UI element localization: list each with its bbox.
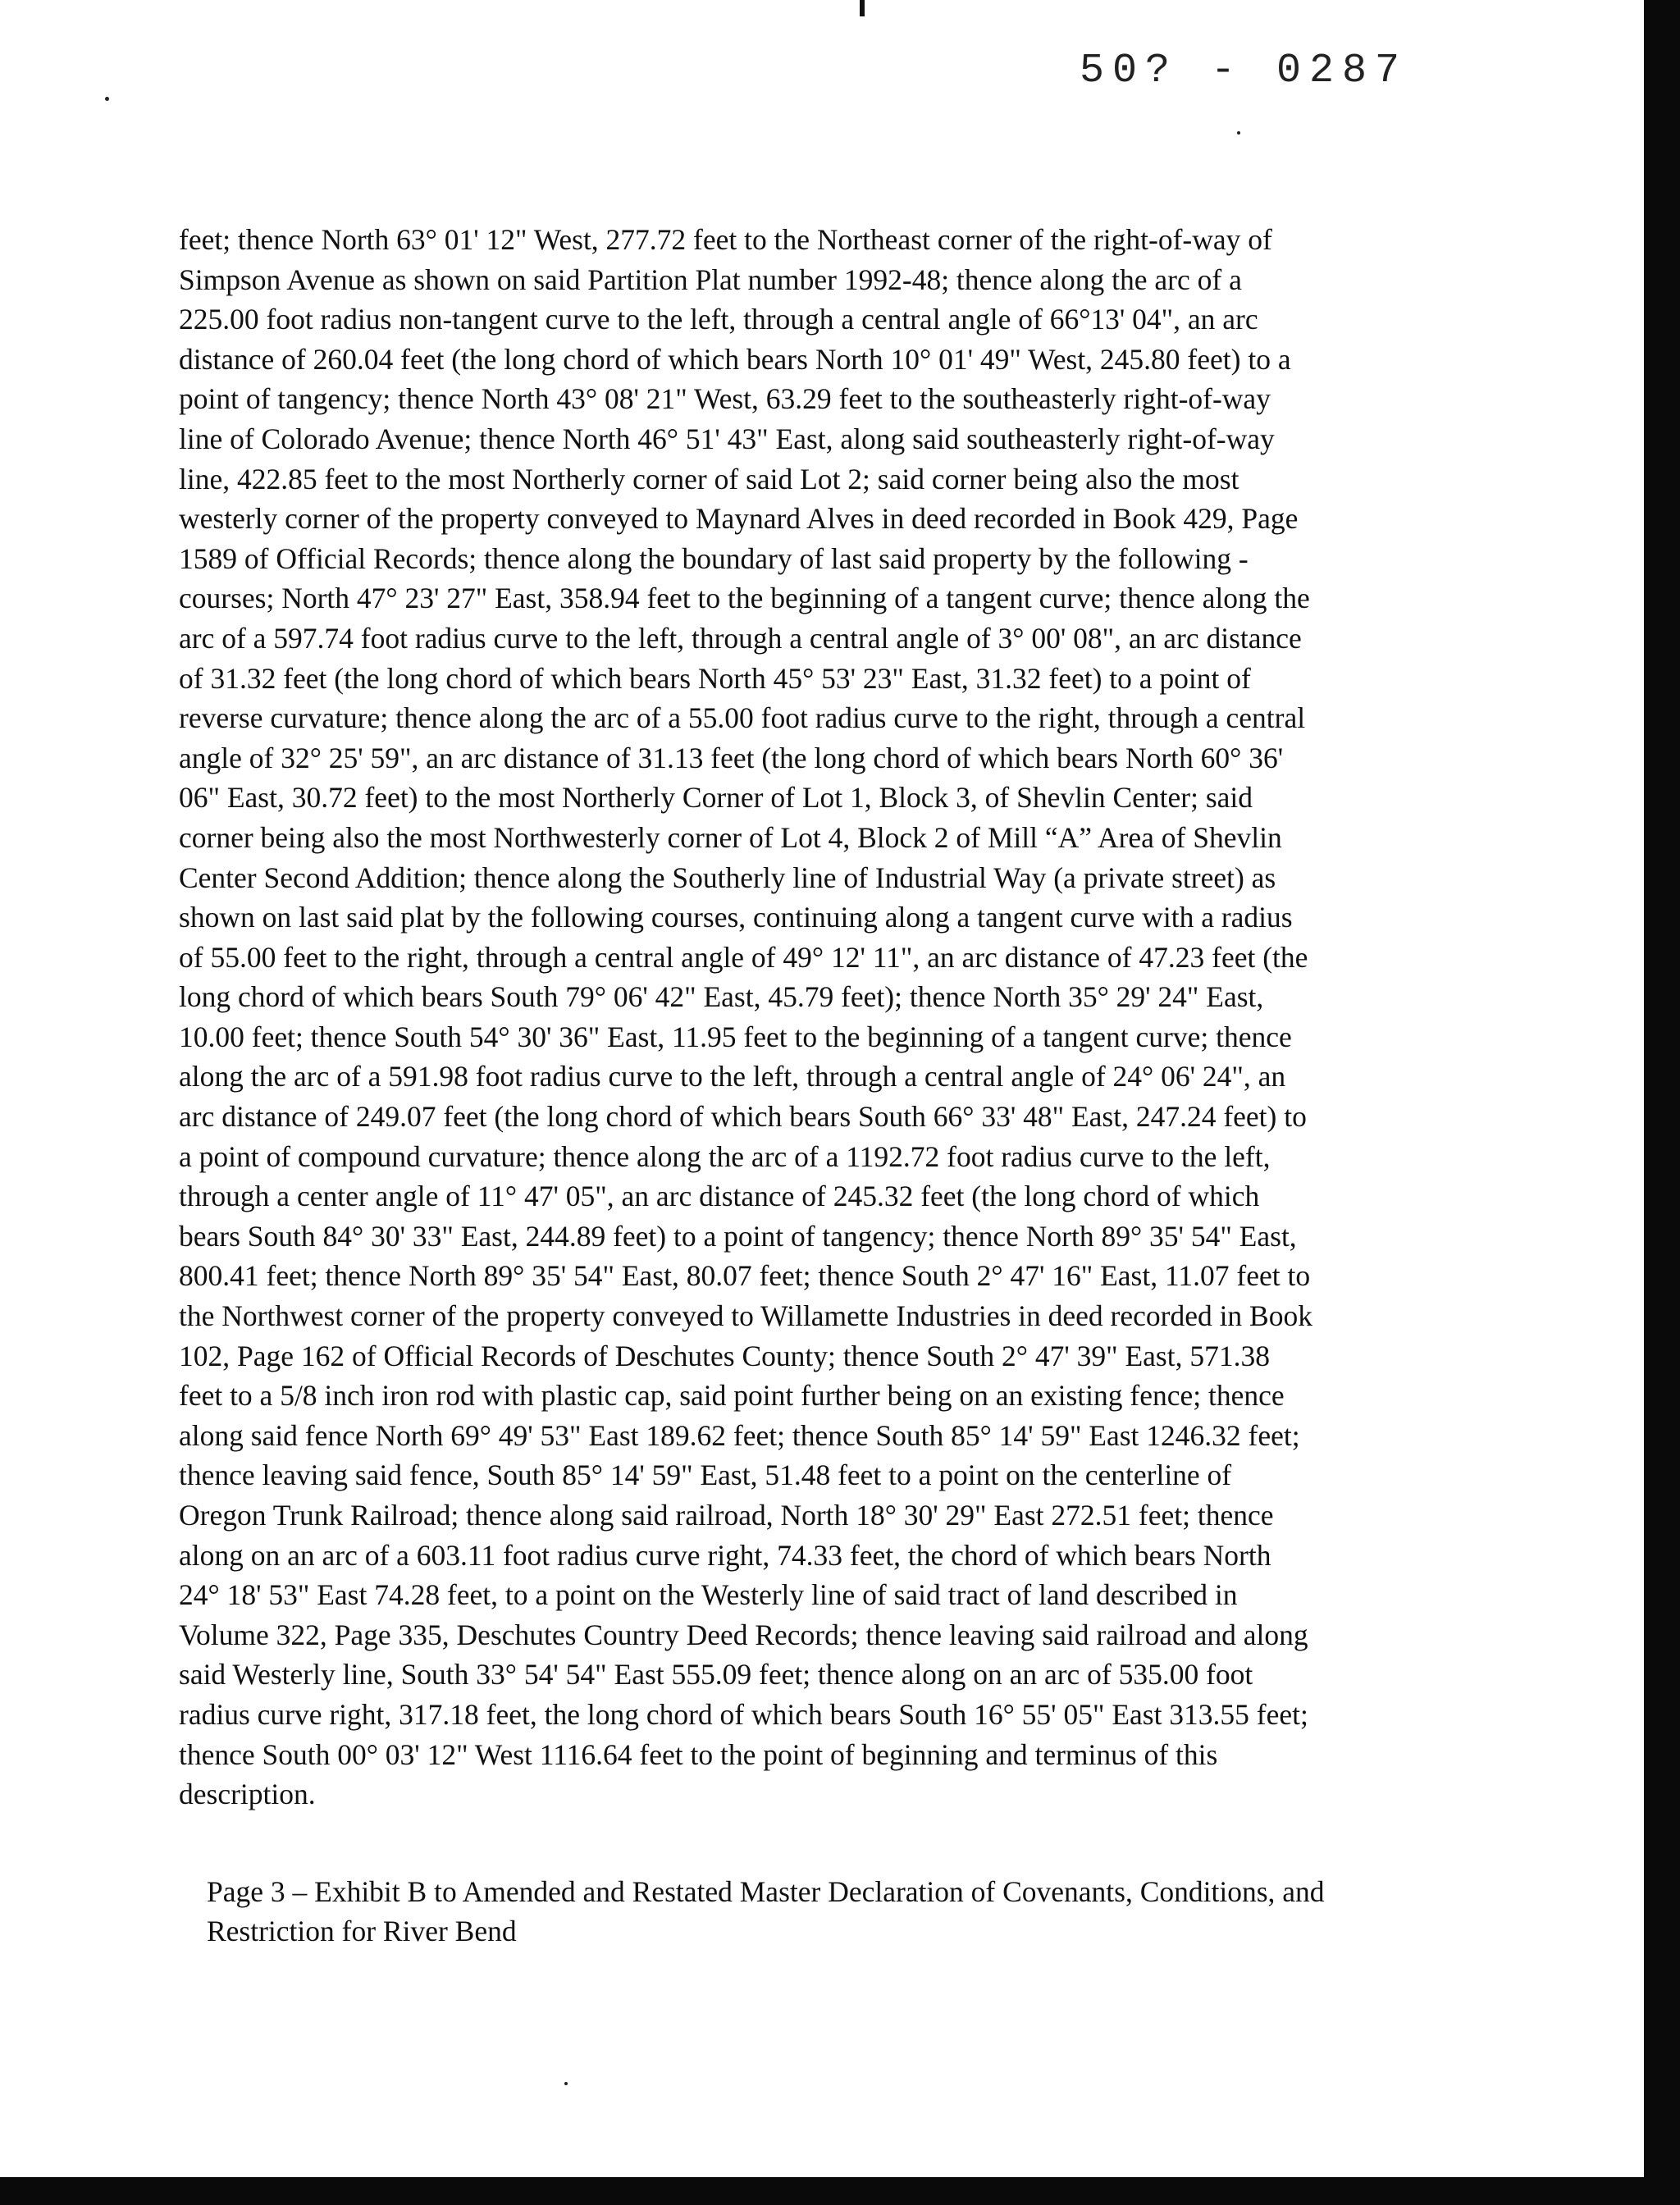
body-text-line: through a center angle of 11° 47' 05", an arc distance of 245.32 feet (the long chord of which <box>179 1180 1260 1213</box>
body-text-line: 1589 of Official Records; thence along the boundary of last said property by the following - <box>179 541 1249 575</box>
scan-border-bottom <box>0 2177 1680 2205</box>
body-text-line: a point of compound curvature; thence along the arc of a 1192.72 foot radius curve to the left, <box>179 1139 1271 1173</box>
body-text-line: long chord of which bears South 79° 06' 42" East, 45.79 feet); thence North 35° 29' 24" East, <box>179 980 1264 1014</box>
body-text-line: 800.41 feet; thence North 89° 35' 54" East, 80.07 feet; thence South 2° 47' 16" East, 11.07 feet to <box>179 1259 1311 1293</box>
body-text-line: 102, Page 162 of Official Records of Deschutes County; thence South 2° 47' 39" East, 571.38 <box>179 1339 1270 1372</box>
body-text-line: feet to a 5/8 inch iron rod with plastic cap, said point further being on an existing fence; thence <box>179 1379 1285 1413</box>
document-number: 50? - 0287 <box>1080 48 1408 94</box>
body-text-line: line of Colorado Avenue; thence North 46° 51' 43" East, along said southeasterly right-of-way <box>179 422 1275 455</box>
body-text-line: radius curve right, 317.18 feet, the long chord of which bears South 16° 55' 05" East 313.55 feet; <box>179 1697 1308 1731</box>
scan-speck <box>564 2082 568 2085</box>
body-text-line: distance of 260.04 feet (the long chord of which bears North 10° 01' 49" West, 245.80 feet) to a <box>179 342 1291 376</box>
body-text-line: Oregon Trunk Railroad; thence along said railroad, North 18° 30' 29" East 272.51 feet; thence <box>179 1499 1274 1532</box>
footer-caption-line: Restriction for River Bend <box>207 1915 517 1947</box>
body-text-line: Volume 322, Page 335, Deschutes Country Deed Records; thence leaving said railroad and along <box>179 1618 1308 1651</box>
body-text-line: of 55.00 feet to the right, through a central angle of 49° 12' 11", an arc distance of 47.23 feet (the <box>179 940 1308 974</box>
body-text-line: point of tangency; thence North 43° 08' 21" West, 63.29 feet to the southeasterly right-of-way <box>179 382 1271 416</box>
body-text-line: bears South 84° 30' 33" East, 244.89 feet) to a point of tangency; thence North 89° 35' 54" East, <box>179 1219 1297 1253</box>
scan-border-right <box>1644 0 1680 2205</box>
body-text-line: 24° 18' 53" East 74.28 feet, to a point on the Westerly line of said tract of land described in <box>179 1578 1238 1612</box>
body-text-line: 10.00 feet; thence South 54° 30' 36" East, 11.95 feet to the beginning of a tangent curve; thence <box>179 1020 1292 1053</box>
body-text-line: along on an arc of a 603.11 foot radius curve right, 74.33 feet, the chord of which bears North <box>179 1538 1271 1572</box>
body-text-line: reverse curvature; thence along the arc of a 55.00 foot radius curve to the right, through a central <box>179 701 1306 735</box>
body-text-line: 225.00 foot radius non-tangent curve to the left, through a central angle of 66°13' 04", an arc <box>179 303 1258 336</box>
legal-description-body <box>179 220 1442 1815</box>
body-text-line: Simpson Avenue as shown on said Partition Plat number 1992-48; thence along the arc of a <box>179 262 1242 296</box>
scan-speck <box>105 97 109 101</box>
body-text-line: along the arc of a 591.98 foot radius curve to the left, through a central angle of 24° 06' 24", an <box>179 1060 1286 1093</box>
body-text-line: along said fence North 69° 49' 53" East 189.62 feet; thence South 85° 14' 59" East 1246.32 feet; <box>179 1418 1300 1452</box>
body-text-line: description. <box>179 1778 316 1811</box>
body-text-line: Center Second Addition; thence along the Southerly line of Industrial Way (a private street) as <box>179 861 1276 894</box>
body-text-line: the Northwest corner of the property conveyed to Willamette Industries in deed recorded in Book <box>179 1299 1312 1333</box>
footer-caption-line: Page 3 – Exhibit B to Amended and Restated Master Declaration of Covenants, Conditions, and <box>207 1875 1325 1908</box>
scan-speck <box>1237 131 1240 135</box>
body-text-line: line, 422.85 feet to the most Northerly corner of said Lot 2; said corner being also the most <box>179 462 1239 495</box>
body-text-line: angle of 32° 25' 59", an arc distance of 31.13 feet (the long chord of which bears North 60° 36' <box>179 741 1284 774</box>
body-text-line: corner being also the most Northwesterly corner of Lot 4, Block 2 of Mill “A” Area of Shevlin <box>179 820 1282 854</box>
body-text-line: said Westerly line, South 33° 54' 54" East 555.09 feet; thence along on an arc of 535.00 foot <box>179 1658 1253 1691</box>
body-text-line: arc distance of 249.07 feet (the long chord of which bears South 66° 33' 48" East, 247.24 feet) to <box>179 1100 1307 1134</box>
body-text-line: 06" East, 30.72 feet) to the most Northerly Corner of Lot 1, Block 3, of Shevlin Center; said <box>179 781 1253 815</box>
body-text-line: feet; thence North 63° 01' 12" West, 277.72 feet to the Northeast corner of the right-of-way of <box>179 223 1272 256</box>
body-text-line: thence leaving said fence, South 85° 14' 59" East, 51.48 feet to a point on the centerline of <box>179 1459 1232 1492</box>
body-text-line: thence South 00° 03' 12" West 1116.64 feet to the point of beginning and terminus of this <box>179 1737 1218 1771</box>
body-text-line: shown on last said plat by the following courses, continuing along a tangent curve with a radius <box>179 901 1293 934</box>
body-text-line: of 31.32 feet (the long chord of which bears North 45° 53' 23" East, 31.32 feet) to a point of <box>179 661 1251 695</box>
body-text-line: courses; North 47° 23' 27" East, 358.94 feet to the beginning of a tangent curve; thence along the <box>179 582 1310 615</box>
scan-mark <box>860 0 865 16</box>
body-text-line: westerly corner of the property conveyed to Maynard Alves in deed recorded in Book 429, Page <box>179 502 1299 536</box>
body-text-line: arc of a 597.74 foot radius curve to the left, through a central angle of 3° 00' 08", an arc distance <box>179 621 1302 655</box>
page-footer-caption <box>207 1872 1454 1951</box>
